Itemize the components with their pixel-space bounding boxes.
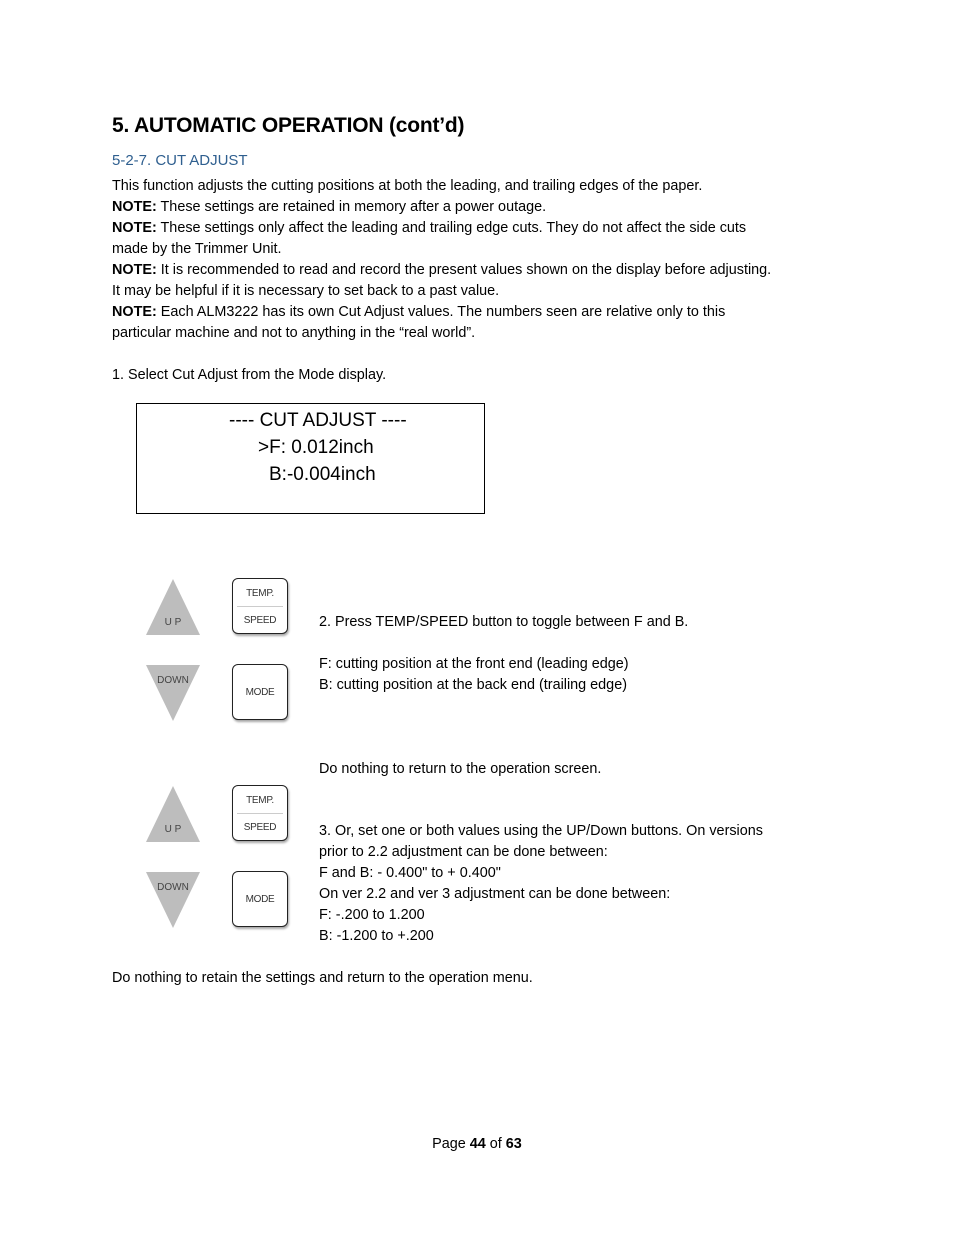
page-number: Page 44 of 63: [432, 1136, 522, 1152]
section-subheading: 5-2-7. CUT ADJUST: [112, 152, 248, 169]
svg-text:U P: U P: [164, 824, 182, 835]
step-3-line: F: -.200 to 1.200: [319, 907, 425, 923]
note-3: NOTE: It is recommended to read and record the present values shown on the display before adjusting.: [112, 262, 772, 278]
lcd-line-back: B:-0.004inch: [269, 464, 376, 485]
up-key-1: [145, 578, 201, 636]
back-description: B: cutting position at the back end (trailing edge): [319, 677, 627, 693]
return-instruction: Do nothing to return to the operation screen.: [319, 761, 602, 777]
note-1: NOTE: These settings are retained in memory after a power outage.: [112, 199, 547, 215]
page-heading: 5. AUTOMATIC OPERATION (cont’d): [112, 114, 465, 137]
down-arrow-icon: [145, 664, 201, 722]
lcd-line-title: ---- CUT ADJUST ----: [229, 410, 407, 431]
mode-key-1: MODE: [232, 664, 288, 720]
front-description: F: cutting position at the front end (leading edge): [319, 656, 629, 672]
temp-speed-key-1: TEMP. SPEED: [232, 578, 288, 634]
step-2: 2. Press TEMP/SPEED button to toggle between F and B.: [319, 614, 689, 630]
lcd-display: [136, 403, 485, 514]
note-4-cont: particular machine and not to anything in the “real world”.: [112, 325, 476, 341]
step-3-line: prior to 2.2 adjustment can be done between:: [319, 844, 608, 860]
up-key-2: [145, 785, 201, 843]
step-3-line: B: -1.200 to +.200: [319, 928, 434, 944]
svg-text:U P: U P: [164, 617, 182, 628]
lcd-line-front: >F: 0.012inch: [258, 437, 374, 458]
final-instruction: Do nothing to retain the settings and return to the operation menu.: [112, 970, 533, 986]
up-arrow-icon: [145, 785, 201, 843]
note-2: NOTE: These settings only affect the leading and trailing edge cuts. They do not affect the side cuts: [112, 220, 747, 236]
step-3-line: F and B: - 0.400" to + 0.400": [319, 865, 501, 881]
mode-key-2: MODE: [232, 871, 288, 927]
temp-speed-key-2: TEMP. SPEED: [232, 785, 288, 841]
note-2-cont: made by the Trimmer Unit.: [112, 241, 282, 257]
step-3-line: 3. Or, set one or both values using the UP/Down buttons. On versions: [319, 823, 763, 839]
note-4: NOTE: Each ALM3222 has its own Cut Adjust values. The numbers seen are relative only to this: [112, 304, 726, 320]
down-arrow-icon: [145, 871, 201, 929]
step-1: 1. Select Cut Adjust from the Mode display.: [112, 367, 387, 383]
down-key-1: [145, 664, 201, 722]
intro-text: This function adjusts the cutting positions at both the leading, and trailing edges of the paper.: [112, 178, 703, 194]
down-key-2: [145, 871, 201, 929]
intro-block: [112, 176, 771, 344]
note-3-cont: It may be helpful if it is necessary to set back to a past value.: [112, 283, 500, 299]
step-3-line: On ver 2.2 and ver 3 adjustment can be done between:: [319, 886, 671, 902]
up-arrow-icon: [145, 578, 201, 636]
step-3-block: [319, 821, 763, 947]
svg-text:DOWN: DOWN: [157, 882, 189, 893]
svg-text:DOWN: DOWN: [157, 675, 189, 686]
